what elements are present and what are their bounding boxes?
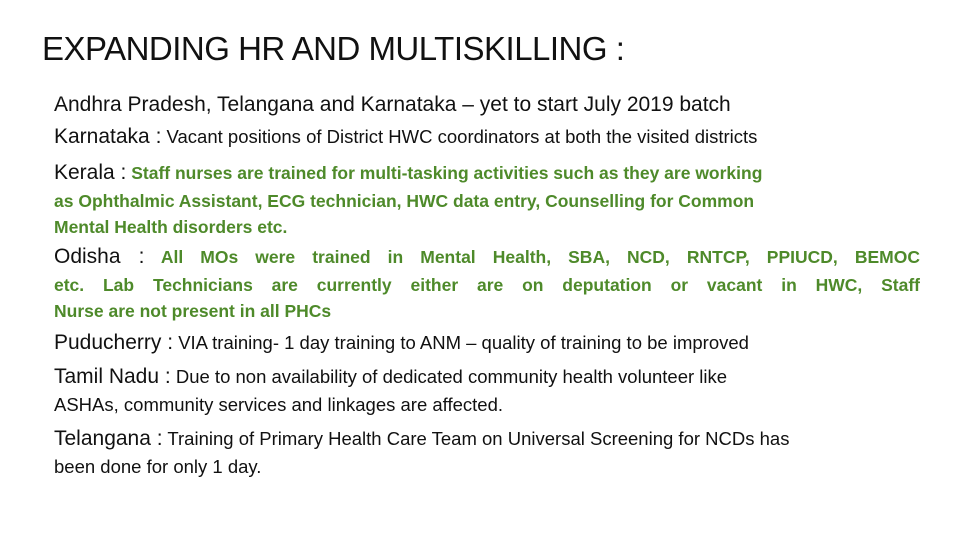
item-text-line-1: Due to non availability of dedicated community health volunteer like [170, 366, 728, 387]
item-text: VIA training- 1 day training to ANM – quality of training to be improved [173, 332, 749, 353]
state-label: Puducherry : [54, 331, 174, 354]
state-label: Kerala : [54, 161, 127, 184]
slide-title: EXPANDING HR AND MULTISKILLING : [42, 30, 625, 67]
state-label: Odisha : [54, 245, 145, 268]
item-text: Vacant positions of District HWC coordinators at both the visited districts [161, 126, 758, 147]
slide-body [54, 92, 920, 482]
item-text: Andhra Pradesh, Telangana and Karnataka – yet to start July 2019 batch [54, 93, 731, 116]
item-text-line-2: ASHAs, community services and linkages are affected. [54, 394, 504, 415]
bullet-andhra-karnataka-telangana [54, 92, 920, 124]
item-text-line-3: Mental Health disorders etc. [54, 217, 288, 237]
item-text-line-1: Training of Primary Health Care Team on Universal Screening for NCDs has [162, 428, 790, 449]
item-text-line-2: been done for only 1 day. [54, 456, 262, 477]
bullet-odisha [54, 244, 920, 330]
state-label: Karnataka : [54, 125, 162, 148]
item-text-line-2: etc. Lab Technicians are currently either are on deputation or vacant in HWC, Staff [54, 275, 920, 295]
bullet-puducherry [54, 330, 920, 364]
item-text-line-1: All MOs were trained in Mental Health, SBA, NCD, RNTCP, PPIUCD, BEMOC [144, 247, 920, 267]
item-text-line-1: Staff nurses are trained for multi-tasking activities such as they are working [126, 163, 763, 183]
bullet-kerala [54, 160, 920, 244]
item-text-line-2: as Ophthalmic Assistant, ECG technician, HWC data entry, Counselling for Common [54, 191, 755, 211]
bullet-telangana [54, 426, 920, 482]
bullet-karnataka [54, 124, 920, 160]
item-text-line-3: Nurse are not present in all PHCs [54, 301, 332, 321]
bullet-tamil-nadu [54, 364, 920, 426]
state-label: Telangana : [54, 427, 163, 450]
state-label: Tamil Nadu : [54, 365, 171, 388]
